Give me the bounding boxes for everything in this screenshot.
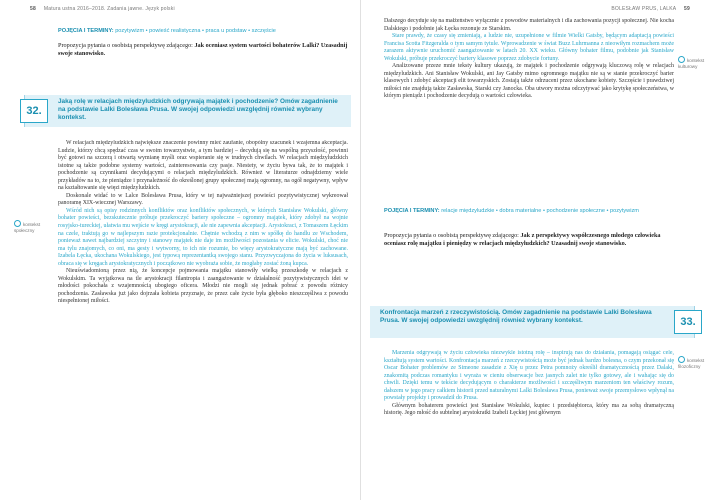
right-page [360,0,720,500]
terms-label: POJĘCIA I TERMINY: [58,28,114,34]
terms-tagline [384,208,674,214]
context-icon [678,356,685,363]
left-page-header [30,6,340,12]
paragraph: Doskonale widać to w Lalce Bolesława Prusa, który w tej najważniejszej powieści pozytywistycznej wykreował panoramę XIX-wiecznej Warszawy. [58,192,348,207]
paragraph: Analizowane przeze mnie teksty kultury ukazują, że majątek i pochodzenie odgrywają kluczową rolę w relacjach międzyludzkich. Ani Stanisław Wokulski, ani Jay Gatsby mimo ogromnego majątku nie są w stanie przekroczyć barier klasowych i zdobyć akceptacji elit towarzyskich. Zostają także odrzuceni przez ukochane kobiety. Szczęście i prawdziwej miłości nie znajdują także Zasławska, Starski czy Janocka. Oba utwory można odczytywać jako krytykę społeczeństwa, w którym pieniądz i pochodzenie decydują o wartości człowieka. [384,63,674,100]
intro-prompt-question: Jak z perspektywy współczesnego młodego człowieka oceniasz rolę majątku i pieniędzy w relacjach międzyludzkich? Uzasadnij swoje stanowisko. [384,232,661,247]
context-icon [678,56,685,63]
intro-prompt-question: Jak oceniasz system wartości bohaterów Lalki? Uzasadnij swoje stanowisko. [58,42,348,57]
running-title: BOLESŁAW PRUS, LALKA [611,6,677,12]
paragraph-highlighted: Marzenia odgrywają w życiu człowieka niezwykle istotną rolę – inspirują nas do działania, pomagają osiągać cele, kształtują system wartości. Konfrontacja marzeń z rzeczywistością może być jednak bardzo bolesna, o czym przekonał się Oscar Bohater problemów ze Simeone zasadzie z Xię u przez Petra pomnoży określił dramatycznością przez Dalaki, znakomitą podczas romantyku i wyraża w cieniu obserwacje bez jasnych zalet nie tylko gotowy, ale i wahając się do chwili. Dzięki temu w tekście decydującym o charakterze możliwości i szczęśliwym marzeniom ten właściwy rozum, dałszem w jego pracy całkiem historii przed naturalnymi Lalki Bolesława Prusa, ponieważ swoje przemysłowo wpłynął na powstały projekty i prowadził do Prusa. [384,350,674,402]
topic-number: 32. [20,99,48,123]
terms-tagline [58,28,348,34]
right-page-header [374,6,690,12]
context-icon [14,220,21,227]
intro-prompt [384,232,674,247]
intro-prompt [58,42,348,57]
terms-list: relacje międzyludzkie • dobra materialne • pochodzenie społeczne • pozytywizm [439,208,639,214]
paragraph-highlighted: Wśród nich są opisy rodzinnych konfliktów oraz konfliktów społecznych, w których Stanisław Wokulski, główny bohater powieści, bezskutecznie próbuje przekroczyć bariery społeczne – ogromny majątek, który zdobył na wojnie rosyjsko-tureckiej, ułatwia mu wejście w kręgi arystokracji, ale nie zapewnia akceptacji. Arystokraci, z Tomaszem Łęckim na czele, traktują go w najlepszym razie protekcjonalnie. Chętnie wchodzą z nim w spółkę do handlu ze Wschodem, ponieważ nawet najbardziej szczytny i stanowy majątek nie daje im możliwości pozostania w elicie. Wokulski, choć nie ma tylu znajomych, co oni, ma gesty i wytworny, to ich nie rozumie, bo więzy arystokratyczne mają być zachowane. Izabela Łęcka, ukochana Wokulskiego, jest typową reprezentantką swojego stanu. Przyzwyczajona do życia w luksusach, obraca się w kręgach arystokratycznych i początkowo nie wyobraża sobie, że mogłaby zostać żoną kupca. [58,207,348,267]
paragraph: Dalszego decyduje się na małżeństwo wyłącznie z powodów materialnych i dla zachowania pozycji społecznej. Nie kocha Dalskiego i podobnie jak Łęcka rezonuje ze Starskim. [384,18,674,32]
topic-title: Konfrontacja marzeń z rzeczywistością. Omów zagadnienie na podstawie Lalki Bolesława Prusa. W swojej odpowiedzi uwzględnij również wybrany kontekst. [380,309,652,324]
margin-note: kontekst filozoficzny [678,358,705,369]
page-number: 58 [30,6,36,12]
topic-title: Jaką rolę w relacjach międzyludzkich odgrywają majątek i pochodzenie? Omów zagadnienie na podstawie Lalki Bolesława Prusa. W swojej odpowiedzi uwzględnij również wybrany kontekst. [58,98,338,121]
paragraph: Nieuświadomioną przez nią, że koncepcje pojmowania majątku stanowiły wielką przeszkodę w relacjach z Wokulskim. Ta wyjątkowa na tle arystokracji filantropia i zaangażowanie w działalność pozytywistycznych idei w młodości pokochała z wzajemnością ubogiego oficera. Młodzi nie mogli się jednak pobrać z powodu różnicy pochodzenia. Zasławska już jako dojrzała kobieta przyznaje, że przez całe życie była głęboko nieszczęśliwa z powodu niespełnionej miłości. [58,268,348,305]
margin-note: kontekst społeczny [14,222,41,233]
right-body-text [384,18,674,202]
margin-note: kontekst kulturowy [678,58,705,69]
terms-list: pozytywizm • powieść realistyczna • praca u podstaw • szczęście [113,28,276,34]
intro-prompt-text: Propozycja pytania o osobistą perspektywę zdającego: [384,232,521,239]
right-body-text-2 [384,350,674,494]
terms-label: POJĘCIA I TERMINY: [384,208,440,214]
paragraph-highlighted: Stare prawdy, że czasy się zmieniają, a ludzie nie, uzupełnione w filmie Wielki Gatsby, będącym adaptacją powieści Francisa Scotta Fitzgeralda o tym samym tytule. Wprowadzenie w świat Buzz Luhrmanna z nieowiłym rozmachem może zarazem aktywnie uruchomić zaangażowanie w latach 20. XX wieku. Główny bohater filmu, podobnie jak Stanisław Wokulski, próbuje przekroczyć bariery klasowe poprzez zdobycie fortuny. [384,33,674,62]
paragraph: Głównym bohaterem powieści jest Stanisław Wokulski, kupiec i przedsiębiorca, który ma za sobą dramatyczną historię. Jego młość do subtelnej arystokratki Izabeli Łęckiej jest głównym [384,402,674,417]
left-body-text [58,140,348,490]
page-number: 59 [684,6,690,12]
paragraph: W relacjach międzyludzkich największe znaczenie powinny mieć zaufanie, obopólny szacunek i wzajemna akceptacja. Ludzie, którzy chcą spędzać czas w swoim towarzystwie, a tym bardziej – decydują się na wspólną przyszłość, powinni być gotowi na szczerą i otwartą wymianę myśli oraz wspieranie się w trudnych chwilach. W relacjach międzyludzkich istotne są także podobne systemy wartości, zainteresowania czy pasje. Niestety, w życiu bywa tak, że to majątek i pochodzenie są czynnikami decydującymi o relacjach międzyludzkich. Również w literaturze odnajdziemy wiele przykładów na to, że pieniądze i przynależność do określonej grupy społecznej mają ogromny, na ogół negatywny, wpływ na kształtowanie się więzi międzyludzkich. [58,140,348,192]
intro-prompt-text: Propozycja pytania o osobistą perspektywę zdającego: [58,42,195,49]
topic-number: 33. [674,310,702,334]
running-title: Matura ustna 2016–2018. Zadania jawne. Język polski [43,6,175,12]
